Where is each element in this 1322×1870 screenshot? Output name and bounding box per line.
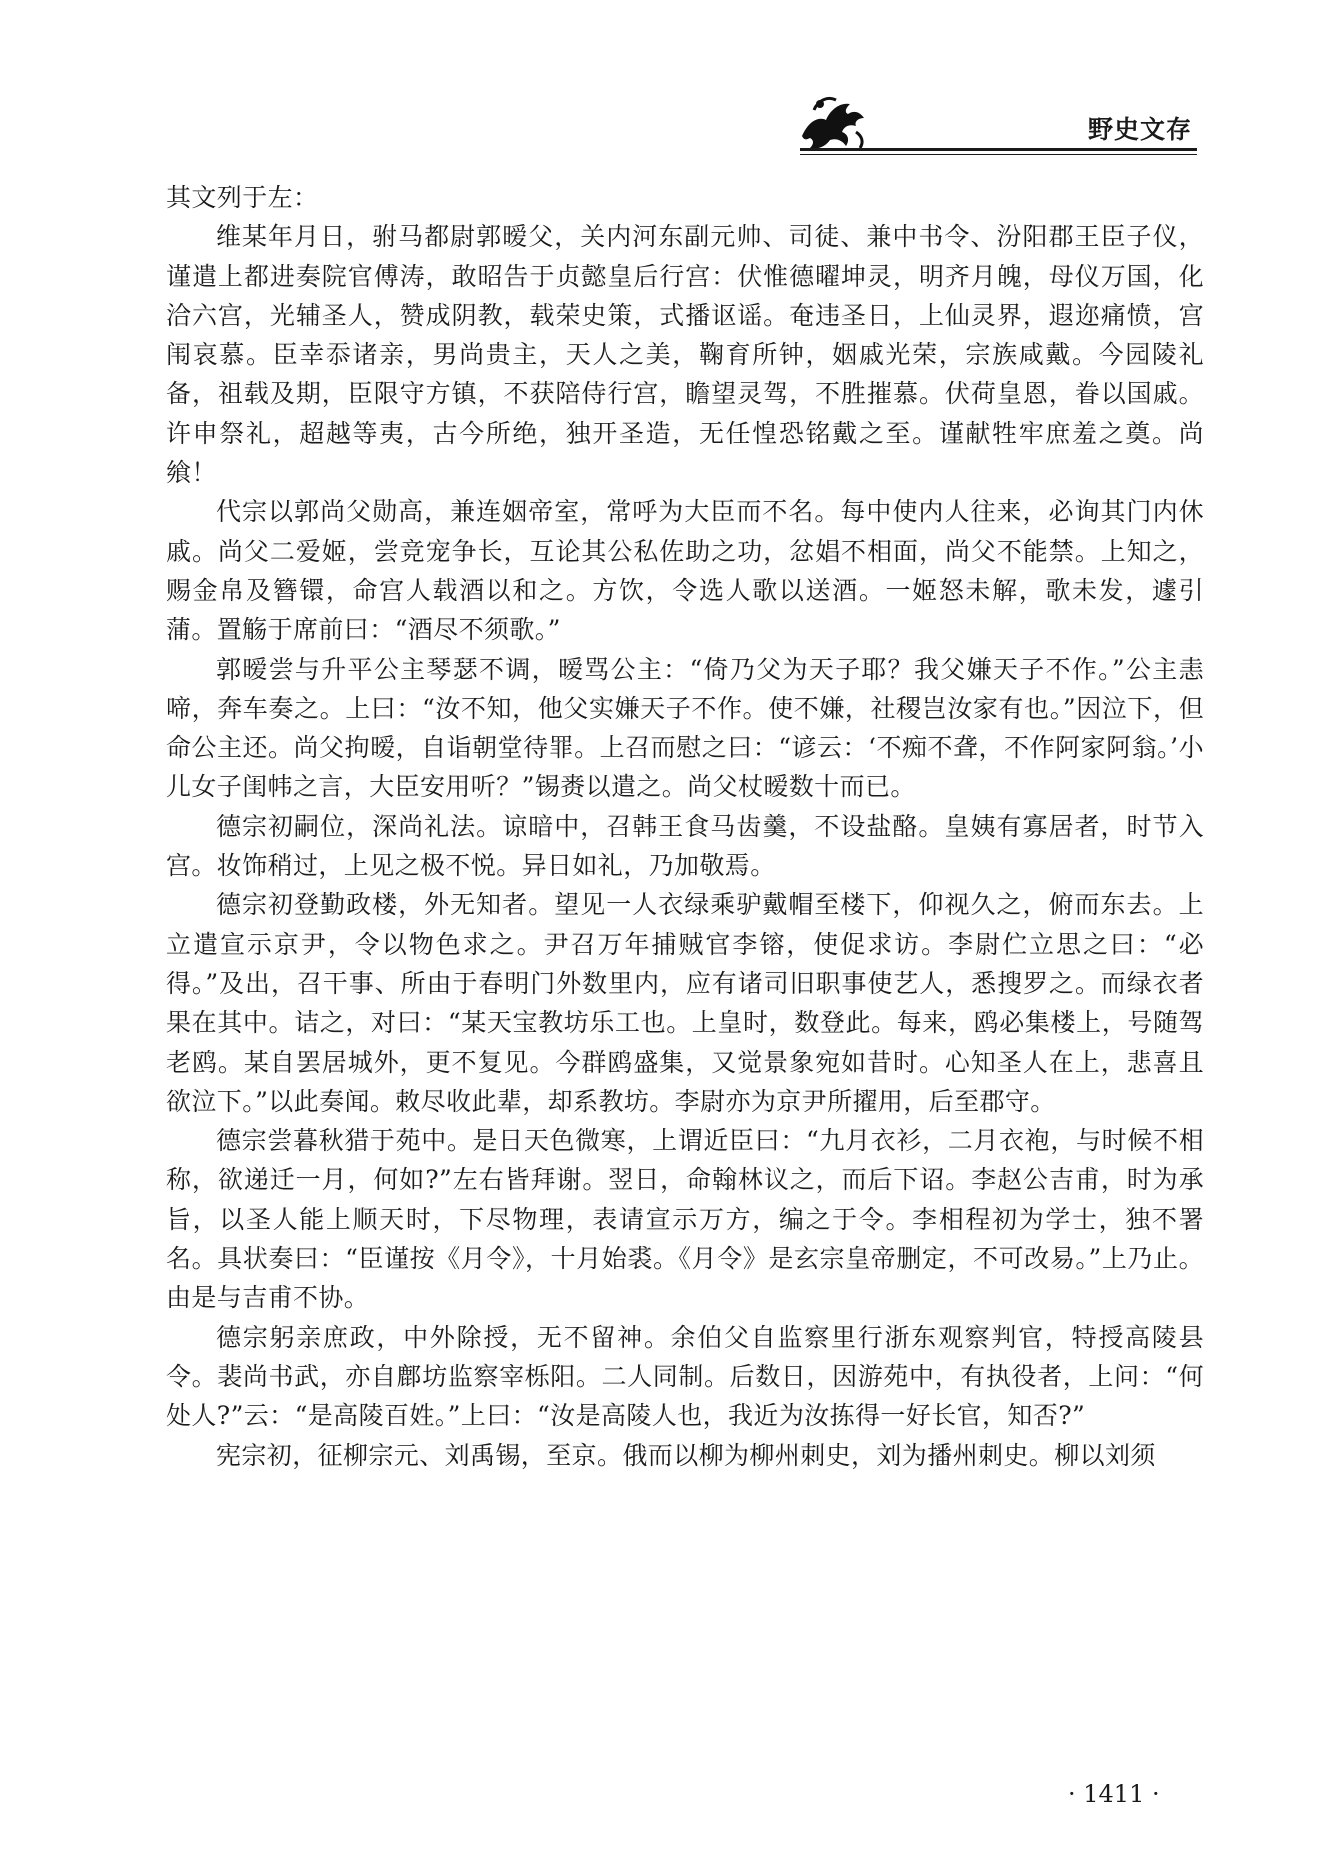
body-text <box>166 178 1204 1475</box>
header-rule <box>800 148 1197 151</box>
dragon-icon <box>796 92 868 152</box>
paragraph: 代宗以郭尚父勋高，兼连姻帝室，常呼为大臣而不名。每中使内人往来，必询其门内休戚。尚父二爱姬，尝竞宠争长，互论其公私佐助之功，忿娼不相面，尚父不能禁。上知之，赐金帛及簪镮，命宫人载酒以和之。方饮，令选人歌以送酒。一姬怒未解，歌未发，遽引蒲。置觞于席前曰：“酒尽不须歌。” <box>166 497 1204 645</box>
paragraph: 其文列于左： <box>166 183 319 212</box>
paragraph: 德宗初登勤政楼，外无知者。望见一人衣绿乘驴戴帽至楼下，仰视久之，俯而东去。上立遣宣示京尹，令以物色求之。尹召万年捕贼官李镕，使促求访。李尉伫立思之曰：“必得。”及出，召干事、所由于春明门外数里内，应有诸司旧职事使艺人，悉搜罗之。而绿衣者果在其中。诘之，对曰：“某天宝教坊乐工也。上皇时，数登此。每来，鸥必集楼上，号随驾老鸥。某自罢居城外，更不复见。今群鸥盛集，又觉景象宛如昔时。心知圣人在上，悲喜且欲泣下。”以此奏闻。敕尽收此辈，却系教坊。李尉亦为京尹所擢用，后至郡守。 <box>166 890 1204 1116</box>
series-title: 野史文存 <box>1088 115 1193 144</box>
paragraph: 德宗躬亲庶政，中外除授，无不留神。余伯父自监察里行浙东观察判官，特授高陵县令。裴尚书武，亦自鄜坊监察宰栎阳。二人同制。后数日，因游苑中，有执役者，上问：“何处人?”云：“是高陵百姓。”上曰：“汝是高陵人也，我近为汝拣得一好长官，知否?” <box>166 1322 1204 1431</box>
running-header <box>0 0 1322 160</box>
paragraph: 德宗尝暮秋猎于苑中。是日天色微寒，上谓近臣曰：“九月衣衫，二月衣袍，与时候不相称，欲递迁一月，何如?”左右皆拜谢。翌日，命翰林议之，而后下诏。李赵公吉甫，时为承旨，以圣人能上顺天时，下尽物理，表请宣示万方，编之于令。李相程初为学士，独不署名。具状奏曰：“臣谨按《月令》，十月始裘。《月令》是玄宗皇帝删定，不可改易。”上乃止。由是与吉甫不协。 <box>166 1126 1204 1313</box>
paragraph: 郭暧尝与升平公主琴瑟不调，暧骂公主：“倚乃父为天子耶？我父嫌天子不作。”公主恚啼，奔车奏之。上曰：“汝不知，他父实嫌天子不作。使不嫌，社稷岂汝家有也。”因泣下，但命公主还。尚父拘暧，自诣朝堂待罪。上召而慰之曰：“谚云：‘不痴不聋，不作阿家阿翁。’小儿女子闺帏之言，大臣安用听？”锡赉以遣之。尚父杖暧数十而已。 <box>166 654 1204 802</box>
paragraph: 宪宗初，征柳宗元、刘禹锡，至京。俄而以柳为柳州刺史，刘为播州刺史。柳以刘须 <box>216 1440 1156 1470</box>
paragraph: 维某年月日，驸马都尉郭暧父，关内河东副元帅、司徒、兼中书令、汾阳郡王臣子仪，谨遣上都进奏院官傅涛，敢昭告于贞懿皇后行宫：伏惟德曜坤灵，明齐月魄，母仪万国，化洽六宫，光辅圣人，赞成阴教，载荣史策，式播讴谣。奄违圣日，上仙灵界，遐迩痛愤，宫闱哀慕。臣幸忝诸亲，男尚贵主，天人之美，鞠育所钟，姻戚光荣，宗族咸戴。今园陵礼备，祖载及期，臣限守方镇，不获陪侍行宫，瞻望灵驾，不胜摧慕。伏荷皇恩，眷以国戚。许申祭礼，超越等夷，古今所绝，独开圣造，无任惶恐铭戴之至。谨献牲牢庶羞之奠。尚飨！ <box>166 222 1204 488</box>
page-number: · 1411 · <box>1068 1780 1160 1808</box>
paragraph: 德宗初嗣位，深尚礼法。谅暗中，召韩王食马齿羹，不设盐酪。皇姨有寡居者，时节入宫。妆饰稍过，上见之极不悦。异日如礼，乃加敬焉。 <box>166 811 1204 881</box>
header-rule-thin <box>800 154 1197 155</box>
